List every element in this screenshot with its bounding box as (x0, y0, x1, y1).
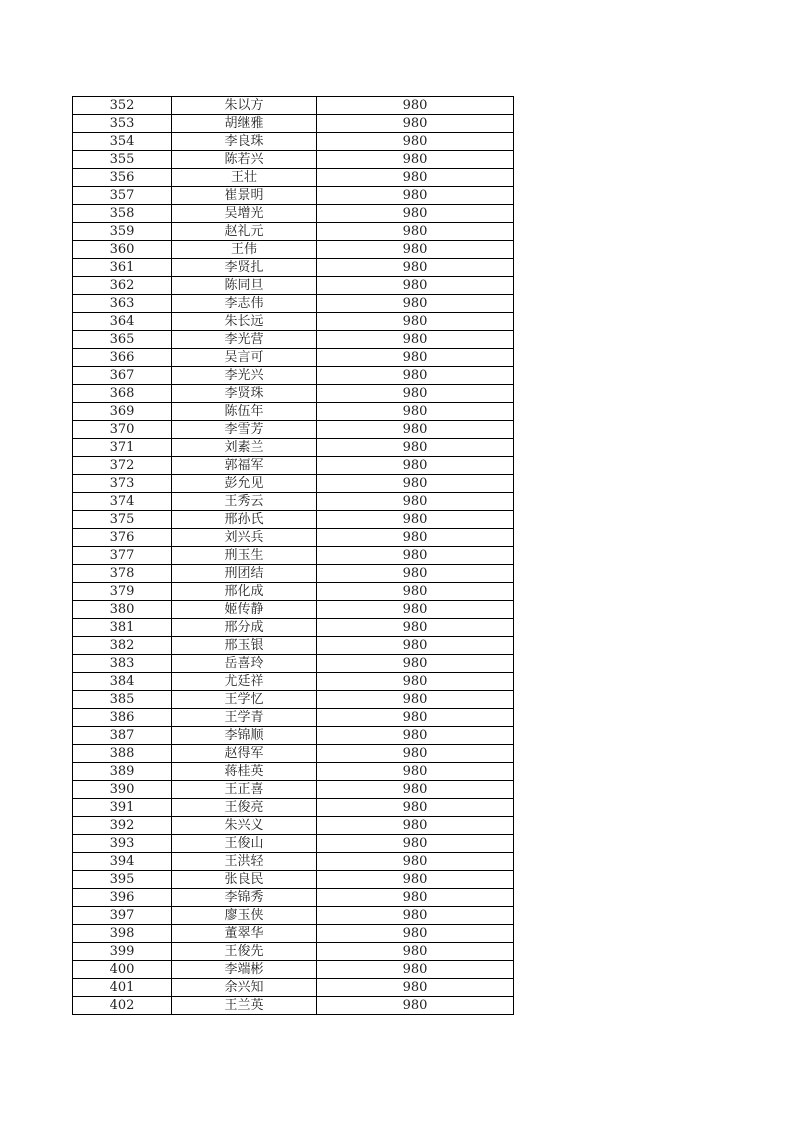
name-cell: 尤廷祥 (172, 673, 317, 691)
row-number-cell: 386 (73, 709, 172, 727)
amount-cell: 980 (317, 619, 514, 637)
name-cell: 王学忆 (172, 691, 317, 709)
name-cell: 吴言可 (172, 349, 317, 367)
name-cell: 王兰英 (172, 997, 317, 1015)
amount-cell: 980 (317, 511, 514, 529)
table-row (73, 223, 514, 241)
name-cell: 李锦秀 (172, 889, 317, 907)
table-row (73, 979, 514, 997)
table-row (73, 277, 514, 295)
row-number-cell: 368 (73, 385, 172, 403)
row-number-cell: 353 (73, 115, 172, 133)
row-number-cell: 394 (73, 853, 172, 871)
amount-cell: 980 (317, 277, 514, 295)
table-row (73, 205, 514, 223)
table-row (73, 403, 514, 421)
row-number-cell: 372 (73, 457, 172, 475)
amount-cell: 980 (317, 547, 514, 565)
name-cell: 李锦顺 (172, 727, 317, 745)
name-cell: 赵礼元 (172, 223, 317, 241)
amount-cell: 980 (317, 745, 514, 763)
table-row (73, 799, 514, 817)
row-number-cell: 378 (73, 565, 172, 583)
amount-cell: 980 (317, 205, 514, 223)
name-cell: 邢玉银 (172, 637, 317, 655)
name-cell: 李光营 (172, 331, 317, 349)
amount-cell: 980 (317, 799, 514, 817)
name-cell: 王正喜 (172, 781, 317, 799)
row-number-cell: 398 (73, 925, 172, 943)
name-cell: 李贤扎 (172, 259, 317, 277)
row-number-cell: 374 (73, 493, 172, 511)
name-cell: 陈伍年 (172, 403, 317, 421)
row-number-cell: 357 (73, 187, 172, 205)
table-row (73, 259, 514, 277)
row-number-cell: 362 (73, 277, 172, 295)
table-row (73, 655, 514, 673)
amount-cell: 980 (317, 709, 514, 727)
amount-cell: 980 (317, 907, 514, 925)
name-cell: 李雪芳 (172, 421, 317, 439)
amount-cell: 980 (317, 943, 514, 961)
amount-cell: 980 (317, 385, 514, 403)
row-number-cell: 399 (73, 943, 172, 961)
amount-cell: 980 (317, 403, 514, 421)
table-row (73, 457, 514, 475)
name-cell: 王秀云 (172, 493, 317, 511)
row-number-cell: 359 (73, 223, 172, 241)
table-row (73, 133, 514, 151)
name-cell: 廖玉侠 (172, 907, 317, 925)
amount-cell: 980 (317, 259, 514, 277)
name-cell: 陈同旦 (172, 277, 317, 295)
row-number-cell: 361 (73, 259, 172, 277)
row-number-cell: 367 (73, 367, 172, 385)
table-row (73, 295, 514, 313)
table-row (73, 331, 514, 349)
name-cell: 刘兴兵 (172, 529, 317, 547)
name-cell: 刑团结 (172, 565, 317, 583)
amount-cell: 980 (317, 817, 514, 835)
row-number-cell: 402 (73, 997, 172, 1015)
name-cell: 王洪轻 (172, 853, 317, 871)
row-number-cell: 370 (73, 421, 172, 439)
amount-cell: 980 (317, 331, 514, 349)
name-cell: 王壮 (172, 169, 317, 187)
row-number-cell: 396 (73, 889, 172, 907)
amount-cell: 980 (317, 565, 514, 583)
name-cell: 余兴知 (172, 979, 317, 997)
table-row (73, 817, 514, 835)
table-row (73, 97, 514, 115)
table-row (73, 745, 514, 763)
row-number-cell: 364 (73, 313, 172, 331)
amount-cell: 980 (317, 223, 514, 241)
name-cell: 李贤珠 (172, 385, 317, 403)
amount-cell: 980 (317, 529, 514, 547)
table-row (73, 529, 514, 547)
name-cell: 王俊山 (172, 835, 317, 853)
row-number-cell: 395 (73, 871, 172, 889)
table-row (73, 961, 514, 979)
row-number-cell: 385 (73, 691, 172, 709)
table-row (73, 925, 514, 943)
amount-cell: 980 (317, 889, 514, 907)
roster-table (72, 96, 514, 1015)
name-cell: 刑玉生 (172, 547, 317, 565)
name-cell: 邢孙氏 (172, 511, 317, 529)
name-cell: 邢分成 (172, 619, 317, 637)
table-row (73, 187, 514, 205)
amount-cell: 980 (317, 655, 514, 673)
row-number-cell: 352 (73, 97, 172, 115)
table-row (73, 871, 514, 889)
row-number-cell: 380 (73, 601, 172, 619)
table-row (73, 709, 514, 727)
name-cell: 王学青 (172, 709, 317, 727)
table-row (73, 169, 514, 187)
name-cell: 胡继雅 (172, 115, 317, 133)
table-row (73, 673, 514, 691)
table-row (73, 637, 514, 655)
table-row (73, 889, 514, 907)
name-cell: 吴增光 (172, 205, 317, 223)
table-row (73, 151, 514, 169)
name-cell: 李端彬 (172, 961, 317, 979)
row-number-cell: 391 (73, 799, 172, 817)
name-cell: 岳喜玲 (172, 655, 317, 673)
name-cell: 崔景明 (172, 187, 317, 205)
row-number-cell: 381 (73, 619, 172, 637)
table-row (73, 835, 514, 853)
amount-cell: 980 (317, 979, 514, 997)
row-number-cell: 392 (73, 817, 172, 835)
amount-cell: 980 (317, 691, 514, 709)
row-number-cell: 379 (73, 583, 172, 601)
row-number-cell: 376 (73, 529, 172, 547)
row-number-cell: 354 (73, 133, 172, 151)
row-number-cell: 389 (73, 763, 172, 781)
name-cell: 赵得军 (172, 745, 317, 763)
row-number-cell: 375 (73, 511, 172, 529)
table-row (73, 367, 514, 385)
table-row (73, 241, 514, 259)
amount-cell: 980 (317, 475, 514, 493)
row-number-cell: 365 (73, 331, 172, 349)
name-cell: 朱以方 (172, 97, 317, 115)
table-row (73, 763, 514, 781)
name-cell: 朱兴义 (172, 817, 317, 835)
table-row (73, 421, 514, 439)
amount-cell: 980 (317, 853, 514, 871)
table-row (73, 349, 514, 367)
row-number-cell: 363 (73, 295, 172, 313)
table-row (73, 493, 514, 511)
row-number-cell: 369 (73, 403, 172, 421)
table-row (73, 439, 514, 457)
amount-cell: 980 (317, 187, 514, 205)
amount-cell: 980 (317, 439, 514, 457)
table-row (73, 727, 514, 745)
amount-cell: 980 (317, 457, 514, 475)
table-row (73, 997, 514, 1015)
table-row (73, 781, 514, 799)
row-number-cell: 384 (73, 673, 172, 691)
table-row (73, 511, 514, 529)
row-number-cell: 366 (73, 349, 172, 367)
row-number-cell: 356 (73, 169, 172, 187)
name-cell: 刘素兰 (172, 439, 317, 457)
table-row (73, 943, 514, 961)
amount-cell: 980 (317, 835, 514, 853)
row-number-cell: 390 (73, 781, 172, 799)
amount-cell: 980 (317, 871, 514, 889)
name-cell: 彭允见 (172, 475, 317, 493)
amount-cell: 980 (317, 637, 514, 655)
row-number-cell: 355 (73, 151, 172, 169)
table-row (73, 313, 514, 331)
roster-table-body (73, 97, 514, 1015)
name-cell: 张良民 (172, 871, 317, 889)
row-number-cell: 388 (73, 745, 172, 763)
table-row (73, 853, 514, 871)
name-cell: 郭福军 (172, 457, 317, 475)
table-row (73, 691, 514, 709)
amount-cell: 980 (317, 115, 514, 133)
amount-cell: 980 (317, 241, 514, 259)
row-number-cell: 377 (73, 547, 172, 565)
amount-cell: 980 (317, 673, 514, 691)
table-row (73, 619, 514, 637)
amount-cell: 980 (317, 133, 514, 151)
name-cell: 王伟 (172, 241, 317, 259)
row-number-cell: 358 (73, 205, 172, 223)
amount-cell: 980 (317, 601, 514, 619)
name-cell: 李良珠 (172, 133, 317, 151)
amount-cell: 980 (317, 961, 514, 979)
name-cell: 王俊亮 (172, 799, 317, 817)
table-row (73, 475, 514, 493)
name-cell: 李志伟 (172, 295, 317, 313)
row-number-cell: 373 (73, 475, 172, 493)
name-cell: 李光兴 (172, 367, 317, 385)
name-cell: 陈若兴 (172, 151, 317, 169)
name-cell: 蒋桂英 (172, 763, 317, 781)
table-row (73, 583, 514, 601)
name-cell: 朱长远 (172, 313, 317, 331)
row-number-cell: 360 (73, 241, 172, 259)
amount-cell: 980 (317, 97, 514, 115)
table-row (73, 547, 514, 565)
amount-cell: 980 (317, 493, 514, 511)
row-number-cell: 393 (73, 835, 172, 853)
table-row (73, 385, 514, 403)
amount-cell: 980 (317, 997, 514, 1015)
amount-cell: 980 (317, 349, 514, 367)
amount-cell: 980 (317, 169, 514, 187)
amount-cell: 980 (317, 925, 514, 943)
amount-cell: 980 (317, 583, 514, 601)
row-number-cell: 400 (73, 961, 172, 979)
amount-cell: 980 (317, 763, 514, 781)
name-cell: 姬传静 (172, 601, 317, 619)
table-row (73, 601, 514, 619)
amount-cell: 980 (317, 151, 514, 169)
amount-cell: 980 (317, 727, 514, 745)
amount-cell: 980 (317, 295, 514, 313)
table-row (73, 907, 514, 925)
name-cell: 邢化成 (172, 583, 317, 601)
table-row (73, 115, 514, 133)
amount-cell: 980 (317, 421, 514, 439)
row-number-cell: 371 (73, 439, 172, 457)
row-number-cell: 401 (73, 979, 172, 997)
name-cell: 王俊先 (172, 943, 317, 961)
table-row (73, 565, 514, 583)
row-number-cell: 383 (73, 655, 172, 673)
amount-cell: 980 (317, 367, 514, 385)
name-cell: 董翠华 (172, 925, 317, 943)
amount-cell: 980 (317, 313, 514, 331)
row-number-cell: 387 (73, 727, 172, 745)
row-number-cell: 382 (73, 637, 172, 655)
row-number-cell: 397 (73, 907, 172, 925)
amount-cell: 980 (317, 781, 514, 799)
